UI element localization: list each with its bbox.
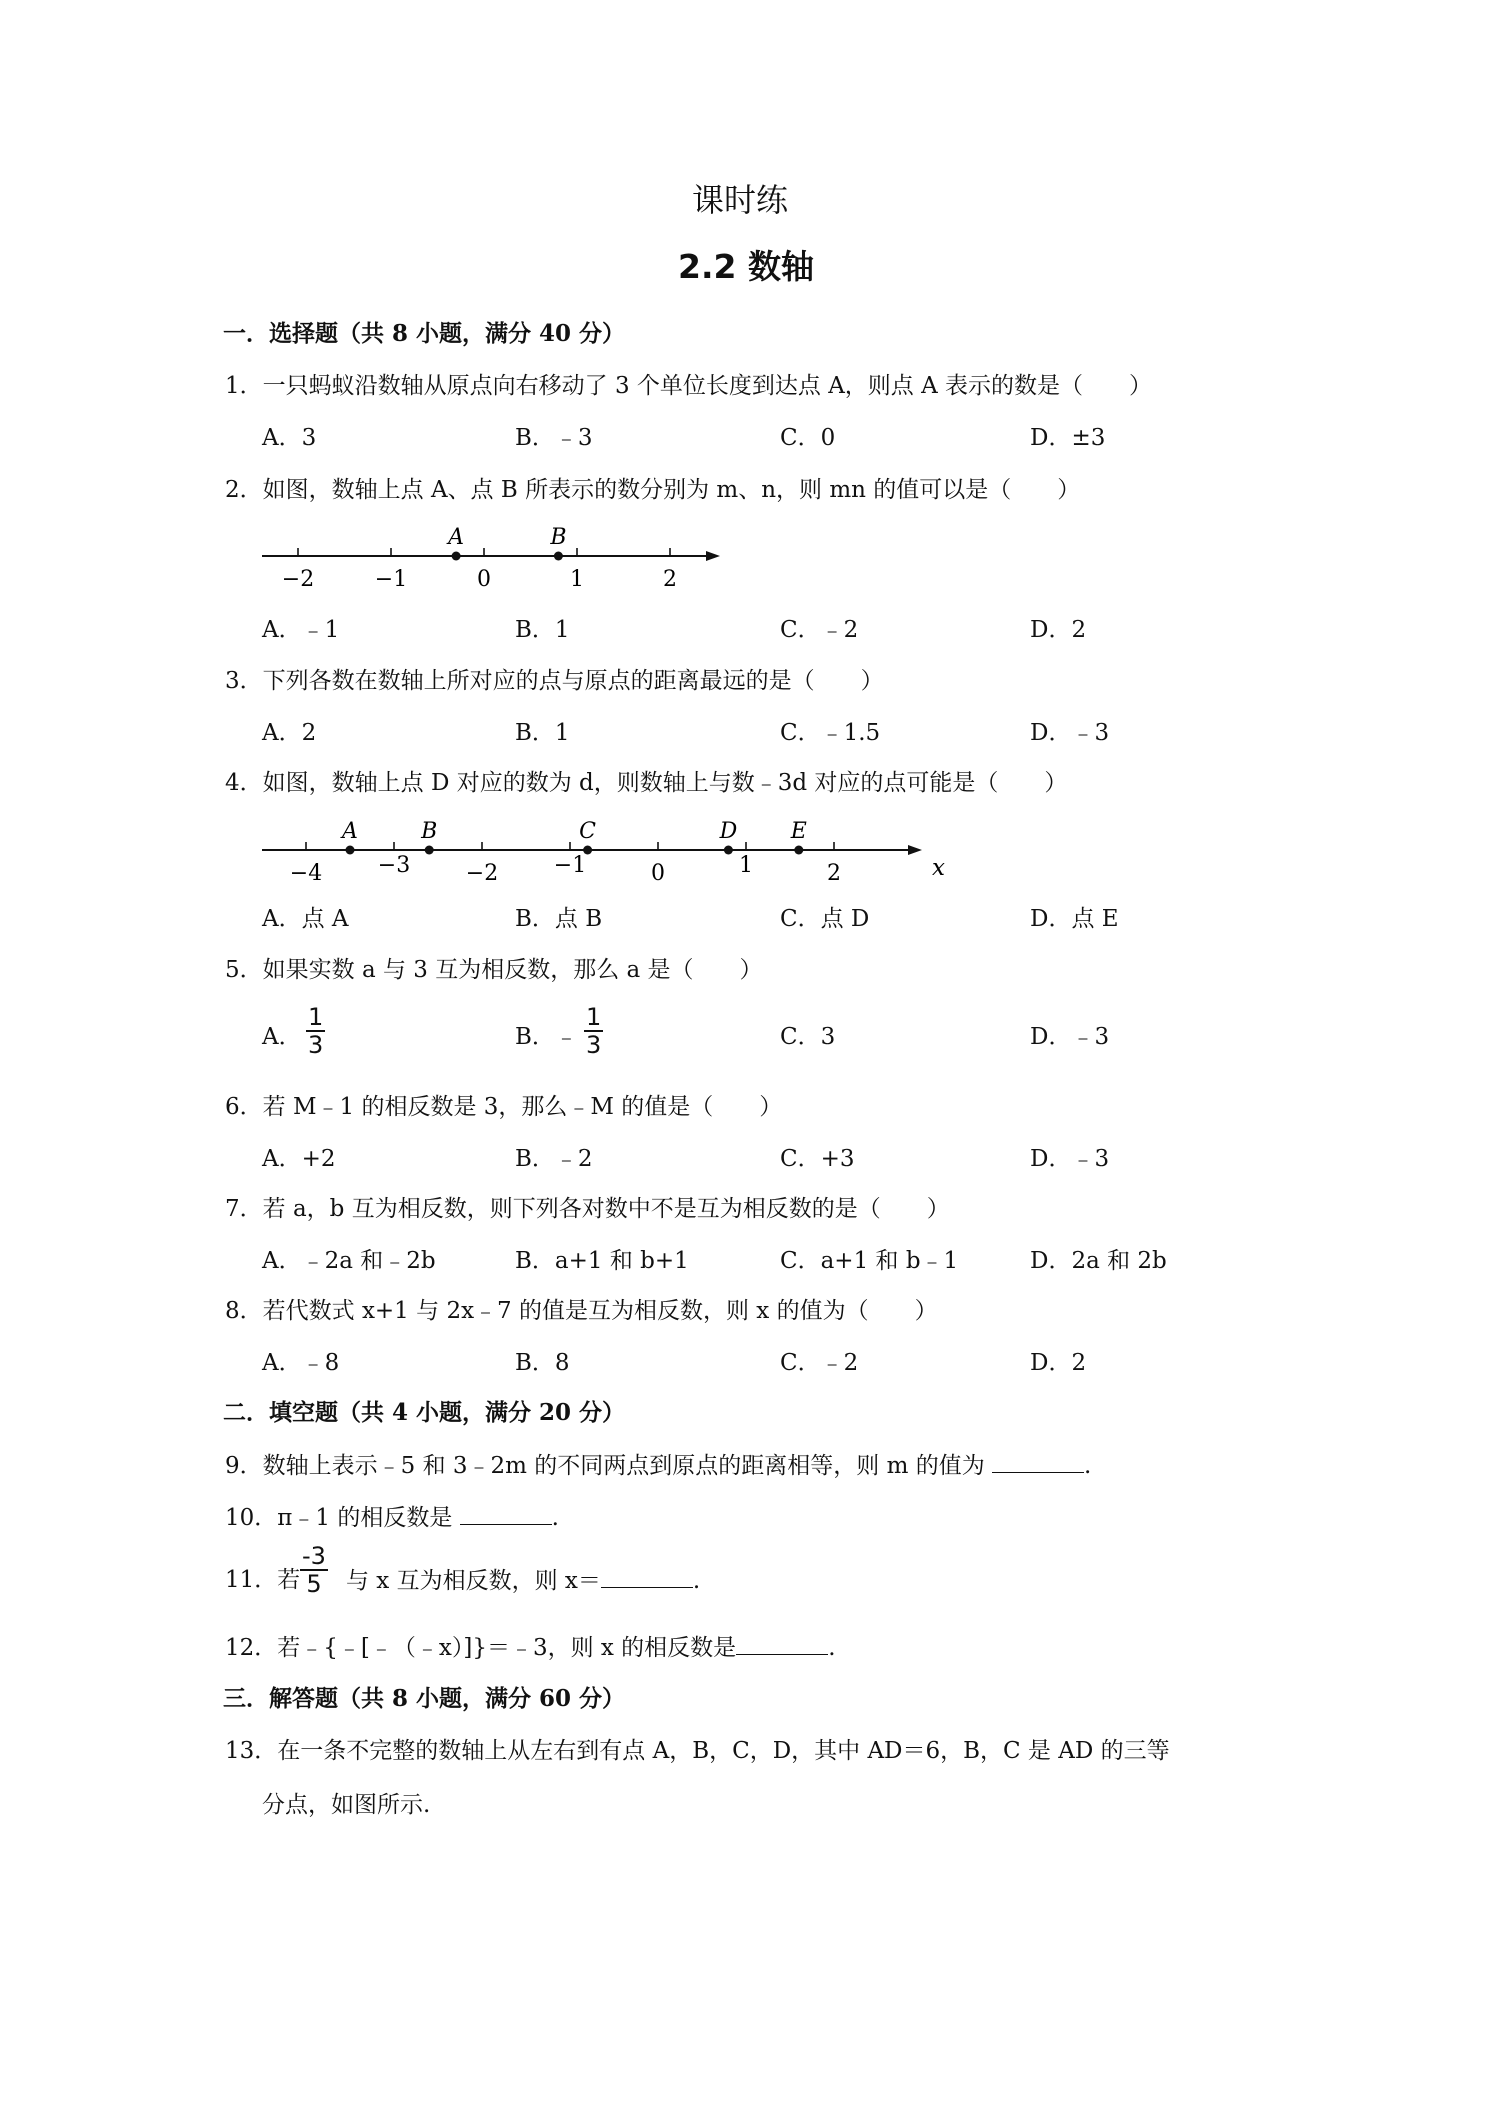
question-1-option-b: B．﹣3	[515, 425, 593, 451]
axis-point-label: C	[579, 819, 597, 844]
question-2-option-a: A．﹣1	[262, 617, 340, 643]
axis-point-label: A	[448, 525, 465, 550]
axis-tick-label: 2	[827, 861, 841, 886]
question-13-line-2: 分点，如图所示.	[262, 1792, 431, 1818]
question-9-stem: 9．数轴上表示﹣5 和 3﹣2m 的不同两点到原点的距离相等，则 m 的值为	[225, 1453, 985, 1479]
question-5-option-a-fraction	[306, 1004, 325, 1058]
page-subtitle: 2.2 数轴	[678, 247, 814, 286]
axis-tick-label: −3	[377, 853, 411, 878]
question-7-option-d: D．2a 和 2b	[1030, 1248, 1167, 1274]
question-1-option-c: C．0	[780, 425, 836, 451]
question-6-option-d: D．﹣3	[1030, 1146, 1110, 1172]
question-6-option-a: A．+2	[262, 1146, 336, 1172]
question-5-option-b-fraction	[584, 1004, 603, 1058]
question-1-option-a: A．3	[262, 425, 317, 451]
question-10	[225, 1502, 559, 1533]
fraction-numerator: -3	[302, 1542, 326, 1570]
axis-point-label: E	[790, 819, 807, 844]
answer-blank[interactable]	[460, 1502, 552, 1525]
question-7-stem: 7．若 a，b 互为相反数，则下列各对数中不是互为相反数的是（ ）	[225, 1196, 950, 1222]
axis-tick-label: −2	[281, 567, 315, 592]
question-5-option-d: D．﹣3	[1030, 1024, 1110, 1050]
number-line-1	[250, 518, 730, 598]
axis-point-label: A	[342, 819, 358, 844]
question-2-option-c: C．﹣2	[780, 617, 859, 643]
question-8-stem: 8．若代数式 x+1 与 2x﹣7 的值是互为相反数，则 x 的值为（ ）	[225, 1298, 938, 1324]
question-4-stem: 4．如图，数轴上点 D 对应的数为 d，则数轴上与数﹣3d 对应的点可能是（ ）	[225, 770, 1068, 796]
page-title: 课时练	[692, 181, 789, 219]
question-5-option-b-prefix: B．﹣	[515, 1024, 578, 1050]
answer-blank[interactable]	[736, 1632, 828, 1655]
question-12	[225, 1632, 836, 1663]
question-12-end: .	[828, 1635, 836, 1661]
question-4-option-b: B．点 B	[515, 906, 603, 932]
question-6-stem: 6．若 M﹣1 的相反数是 3，那么﹣M 的值是（ ）	[225, 1094, 783, 1120]
question-3-option-c: C．﹣1.5	[780, 720, 881, 746]
question-8-option-b: B．8	[515, 1350, 570, 1376]
question-10-end: .	[551, 1505, 559, 1531]
question-4-option-c: C．点 D	[780, 906, 870, 932]
question-3-option-b: B．1	[515, 720, 570, 746]
question-11-prefix: 11．若	[225, 1567, 301, 1593]
question-3-stem: 3．下列各数在数轴上所对应的点与原点的距离最远的是（ ）	[225, 668, 884, 694]
question-2-option-d: D．2	[1030, 617, 1087, 643]
question-2-option-b: B．1	[515, 617, 570, 643]
question-3-option-d: D．﹣3	[1030, 720, 1110, 746]
question-5-option-c: C．3	[780, 1024, 836, 1050]
axis-tick-label: −4	[289, 861, 323, 886]
question-11-stem: 与 x 互为相反数，则 x＝	[346, 1568, 601, 1594]
axis-tick-label: 1	[570, 567, 584, 592]
question-8-option-c: C．﹣2	[780, 1350, 859, 1376]
question-7-option-c: C．a+1 和 b﹣1	[780, 1248, 959, 1274]
question-10-stem: 10．π﹣1 的相反数是	[225, 1505, 453, 1531]
axis-point-label: B	[550, 525, 567, 550]
question-4-option-d: D．点 E	[1030, 906, 1119, 932]
question-12-stem: 12．若﹣{﹣[﹣（﹣x）]}＝﹣3，则 x 的相反数是	[225, 1635, 737, 1661]
answer-blank[interactable]	[601, 1565, 693, 1588]
axis-tick-label: 2	[663, 567, 677, 592]
axis-point-A	[346, 846, 355, 855]
question-9-end: .	[1084, 1453, 1092, 1479]
axis-1-arrow	[706, 551, 720, 561]
number-line-2	[250, 810, 950, 890]
question-8-option-a: A．﹣8	[262, 1350, 340, 1376]
fraction-denominator: 3	[586, 1031, 602, 1059]
fraction-numerator: 1	[586, 1003, 602, 1031]
axis-point-E	[794, 846, 803, 855]
axis-tick-label: −2	[465, 861, 499, 886]
fraction-denominator: 5	[306, 1570, 322, 1598]
axis-point-D	[724, 846, 733, 855]
axis-tick-label: −1	[553, 853, 587, 878]
axis-point-B	[425, 846, 434, 855]
question-2-stem: 2．如图，数轴上点 A、点 B 所表示的数分别为 m、n，则 mn 的值可以是（ ）	[225, 477, 1081, 503]
axis-point-A	[452, 552, 461, 561]
axis-2-variable-label: x	[932, 855, 945, 881]
question-7-option-a: A．﹣2a 和﹣2b	[262, 1248, 436, 1274]
section-heading-answer: 三．解答题（共 8 小题，满分 60 分）	[223, 1685, 626, 1712]
question-1-option-d: D．±3	[1030, 425, 1106, 451]
question-13-line-1: 13．在一条不完整的数轴上从左右到有点 A，B，C，D，其中 AD＝6，B，C 是 AD 的三等	[225, 1738, 1170, 1764]
question-9	[225, 1450, 1091, 1481]
fraction-numerator: 1	[308, 1003, 324, 1031]
section-heading-fill-in: 二．填空题（共 4 小题，满分 20 分）	[223, 1399, 626, 1426]
axis-point-C	[583, 846, 592, 855]
question-4-option-a: A．点 A	[262, 906, 349, 932]
question-11-end: .	[692, 1568, 701, 1594]
axis-tick-label: 0	[477, 567, 491, 592]
question-5-stem: 5．如果实数 a 与 3 互为相反数，那么 a 是（ ）	[225, 957, 763, 983]
question-6-option-b: B．﹣2	[515, 1146, 593, 1172]
question-8-option-d: D．2	[1030, 1350, 1087, 1376]
axis-point-B	[554, 552, 563, 561]
axis-point-label: D	[719, 819, 738, 844]
answer-blank[interactable]	[992, 1450, 1084, 1473]
question-6-option-c: C．+3	[780, 1146, 855, 1172]
fraction-denominator: 3	[308, 1031, 324, 1059]
axis-2-arrow	[908, 845, 922, 855]
section-heading-multiple-choice: 一．选择题（共 8 小题，满分 40 分）	[223, 320, 626, 347]
axis-tick-label: 1	[739, 853, 753, 878]
question-7-option-b: B．a+1 和 b+1	[515, 1248, 689, 1274]
question-1-stem: 1．一只蚂蚁沿数轴从原点向右移动了 3 个单位长度到达点 A，则点 A 表示的数是（ ）	[225, 373, 1153, 399]
question-11-fraction	[300, 1543, 328, 1597]
axis-tick-label: 0	[651, 861, 665, 886]
question-5-option-a-prefix: A．	[262, 1024, 302, 1050]
question-11	[346, 1565, 700, 1596]
axis-tick-label: −1	[374, 567, 408, 592]
axis-point-label: B	[421, 819, 438, 844]
question-3-option-a: A．2	[262, 720, 317, 746]
